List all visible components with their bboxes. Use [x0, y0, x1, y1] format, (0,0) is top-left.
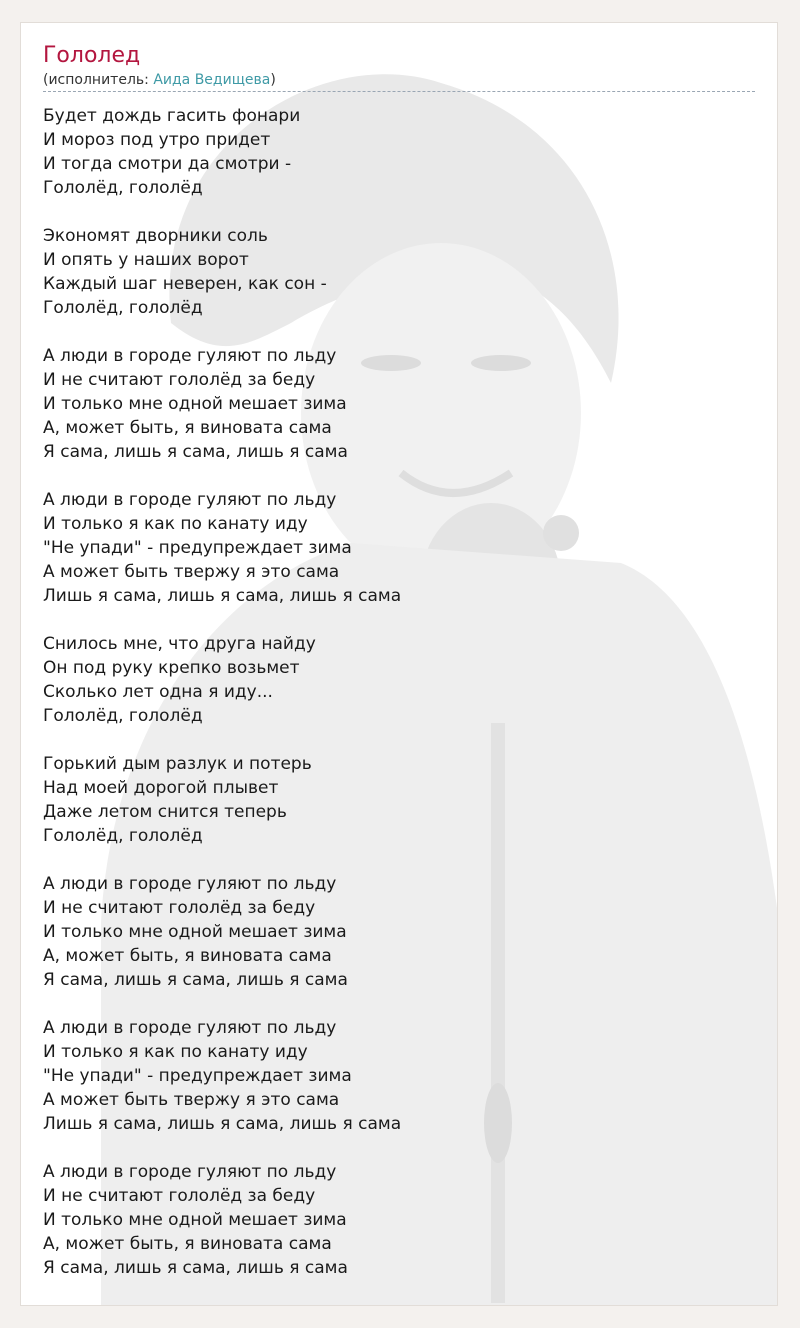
- lyric-line: И мороз под утро придет: [43, 130, 271, 150]
- lyric-line: Над моей дорогой плывет: [43, 778, 279, 798]
- lyric-line: А люди в городе гуляют по льду: [43, 490, 337, 510]
- lyric-line: И не считают гололёд за беду: [43, 370, 316, 390]
- lyric-line: Я сама, лишь я сама, лишь я сама: [43, 1258, 348, 1278]
- lyric-line: И только я как по канату иду: [43, 514, 308, 534]
- lyric-line: А может быть твержу я это сама: [43, 1090, 340, 1110]
- lyric-line: Гололёд, гололёд: [43, 826, 203, 846]
- stanza: [43, 1160, 755, 1280]
- lyric-line: А люди в городе гуляют по льду: [43, 1162, 337, 1182]
- artist-suffix: ): [270, 72, 276, 88]
- lyric-line: А может быть твержу я это сама: [43, 562, 340, 582]
- lyric-line: И не считают гололёд за беду: [43, 898, 316, 918]
- lyric-line: Снилось мне, что друга найду: [43, 634, 316, 654]
- artist-line: [43, 71, 755, 92]
- lyric-line: И только мне одной мешает зима: [43, 394, 347, 414]
- lyric-line: И только мне одной мешает зима: [43, 1210, 347, 1230]
- artist-link[interactable]: Аида Ведищева: [153, 72, 271, 88]
- lyric-line: Гололёд, гололёд: [43, 178, 203, 198]
- lyric-line: Лишь я сама, лишь я сама, лишь я сама: [43, 1114, 402, 1134]
- stanza: [43, 104, 755, 200]
- lyric-line: Будет дождь гасить фонари: [43, 106, 301, 126]
- lyric-line: И не считают гололёд за беду: [43, 1186, 316, 1206]
- lyric-line: Каждый шаг неверен, как сон -: [43, 274, 327, 294]
- stanza: [43, 488, 755, 608]
- stanza: [43, 344, 755, 464]
- song-title: Гололед: [43, 43, 141, 68]
- artist-prefix: (исполнитель:: [43, 72, 154, 88]
- lyric-line: Я сама, лишь я сама, лишь я сама: [43, 442, 348, 462]
- stanza: [43, 752, 755, 848]
- lyric-line: А, может быть, я виновата сама: [43, 946, 332, 966]
- lyric-line: Он под руку крепко возьмет: [43, 658, 300, 678]
- lyric-line: Сколько лет одна я иду...: [43, 682, 273, 702]
- lyric-line: Гололёд, гололёд: [43, 706, 203, 726]
- lyric-line: "Не упади" - предупреждает зима: [43, 538, 352, 558]
- lyric-line: И только мне одной мешает зима: [43, 922, 347, 942]
- lyrics-card: [20, 22, 778, 1306]
- lyric-line: Экономят дворники соль: [43, 226, 268, 246]
- lyric-line: И опять у наших ворот: [43, 250, 249, 270]
- lyric-line: И тогда смотри да смотри -: [43, 154, 292, 174]
- lyric-line: А люди в городе гуляют по льду: [43, 1018, 337, 1038]
- lyric-line: И только я как по канату иду: [43, 1042, 308, 1062]
- lyric-line: "Не упади" - предупреждает зима: [43, 1066, 352, 1086]
- lyric-line: Гололёд, гололёд: [43, 298, 203, 318]
- lyric-line: А, может быть, я виновата сама: [43, 1234, 332, 1254]
- lyric-line: Я сама, лишь я сама, лишь я сама: [43, 970, 348, 990]
- lyric-line: А люди в городе гуляют по льду: [43, 874, 337, 894]
- lyric-line: Лишь я сама, лишь я сама, лишь я сама: [43, 586, 402, 606]
- stanza: [43, 224, 755, 320]
- stanza: [43, 1016, 755, 1136]
- lyrics-content: [21, 23, 777, 1280]
- lyric-line: Горький дым разлук и потерь: [43, 754, 312, 774]
- stanza: [43, 872, 755, 992]
- lyrics-body: [43, 104, 755, 1280]
- lyric-line: А, может быть, я виновата сама: [43, 418, 332, 438]
- stanza: [43, 632, 755, 728]
- lyric-line: Даже летом снится теперь: [43, 802, 287, 822]
- lyric-line: А люди в городе гуляют по льду: [43, 346, 337, 366]
